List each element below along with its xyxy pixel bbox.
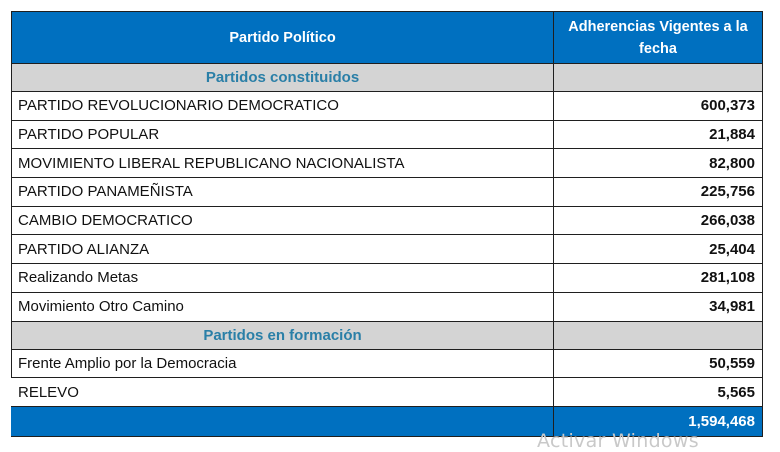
table-row (12, 206, 763, 235)
party-name: PARTIDO PANAMEÑISTA (12, 178, 554, 207)
table-row (12, 235, 763, 264)
party-value: 225,756 (554, 178, 763, 207)
party-name: RELEVO (12, 378, 554, 407)
party-value: 34,981 (554, 292, 763, 321)
party-name: PARTIDO POPULAR (12, 120, 554, 149)
total-value: 1,594,468 (554, 406, 763, 436)
header-adherences: Adherencias Vigentes a la fecha (554, 12, 763, 64)
section-title: Partidos constituidos (12, 64, 554, 92)
table-row (12, 92, 763, 121)
party-value: 281,108 (554, 264, 763, 293)
table-row (12, 292, 763, 321)
table-row (12, 264, 763, 293)
table-row (12, 349, 763, 378)
party-value: 5,565 (554, 378, 763, 407)
party-value: 21,884 (554, 120, 763, 149)
party-value: 600,373 (554, 92, 763, 121)
table-row (12, 178, 763, 207)
header-party: Partido Político (12, 12, 554, 64)
section-row-in-formation (12, 321, 763, 349)
party-name: MOVIMIENTO LIBERAL REPUBLICANO NACIONALISTA (12, 149, 554, 178)
party-name: Movimiento Otro Camino (12, 292, 554, 321)
party-name: PARTIDO REVOLUCIONARIO DEMOCRATICO (12, 92, 554, 121)
activate-windows-watermark: Activar Windows (537, 430, 699, 452)
party-name: Frente Amplio por la Democracia (12, 349, 554, 378)
section-title: Partidos en formación (12, 321, 554, 349)
party-name: CAMBIO DEMOCRATICO (12, 206, 554, 235)
table-row (12, 149, 763, 178)
section-empty-cell (554, 64, 763, 92)
table-row (12, 378, 763, 407)
section-row-constituted (12, 64, 763, 92)
total-label (12, 406, 554, 436)
party-value: 82,800 (554, 149, 763, 178)
party-name: Realizando Metas (12, 264, 554, 293)
party-adherence-table (11, 11, 763, 437)
section-empty-cell (554, 321, 763, 349)
party-value: 266,038 (554, 206, 763, 235)
table-header-row (12, 12, 763, 64)
party-value: 50,559 (554, 349, 763, 378)
party-name: PARTIDO ALIANZA (12, 235, 554, 264)
table-row (12, 120, 763, 149)
party-value: 25,404 (554, 235, 763, 264)
